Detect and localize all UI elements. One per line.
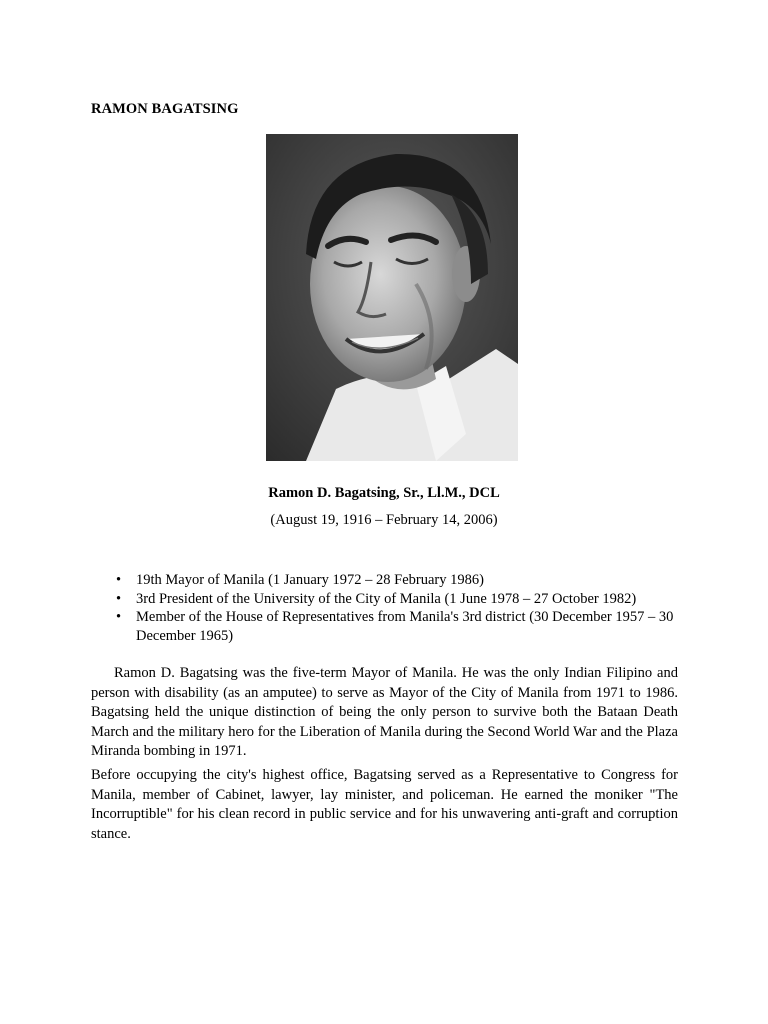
list-item xyxy=(91,590,681,609)
portrait-illustration xyxy=(266,134,518,461)
biography-paragraph: Before occupying the city's highest office, Bagatsing served as a Representative to Congress for Manila, member of Cabinet, lawyer, lay minister, and policeman. He earned the moniker "The Incorruptible" for his clean record in public service and for his unwavering anti-graft and corruption stance. xyxy=(91,767,678,842)
biography-paragraph: Ramon D. Bagatsing was the five-term Mayor of Manila. He was the only Indian Filipino and person with disability (as an amputee) to serve as Mayor of the City of Manila from 1971 to 1986. Bagatsing held the unique distinction of being the only person to survive both the Bataan Death March and the military hero for the Liberation of Manila during the Second World War and the Plaza Miranda bombing in 1971. xyxy=(91,665,678,759)
caption-name: Ramon D. Bagatsing, Sr., Ll.M., DCL xyxy=(268,485,500,501)
position-text: 19th Mayor of Manila (1 January 1972 – 28 February 1986) xyxy=(136,572,484,588)
positions-list xyxy=(91,571,681,645)
caption-dates: (August 19, 1916 – February 14, 2006) xyxy=(270,512,498,528)
page-title: RAMON BAGATSING xyxy=(91,101,239,117)
list-item xyxy=(91,571,681,590)
list-item xyxy=(91,608,681,645)
position-text: Member of the House of Representatives from Manila's 3rd district (30 December 1957 – 30 December 1965) xyxy=(136,609,674,644)
bullet-icon: • xyxy=(116,590,122,607)
position-text: 3rd President of the University of the City of Manila (1 June 1978 – 27 October 1982) xyxy=(136,590,637,607)
bullet-icon: • xyxy=(116,572,122,588)
portrait-photo xyxy=(266,134,518,461)
bullet-icon: • xyxy=(116,609,122,625)
